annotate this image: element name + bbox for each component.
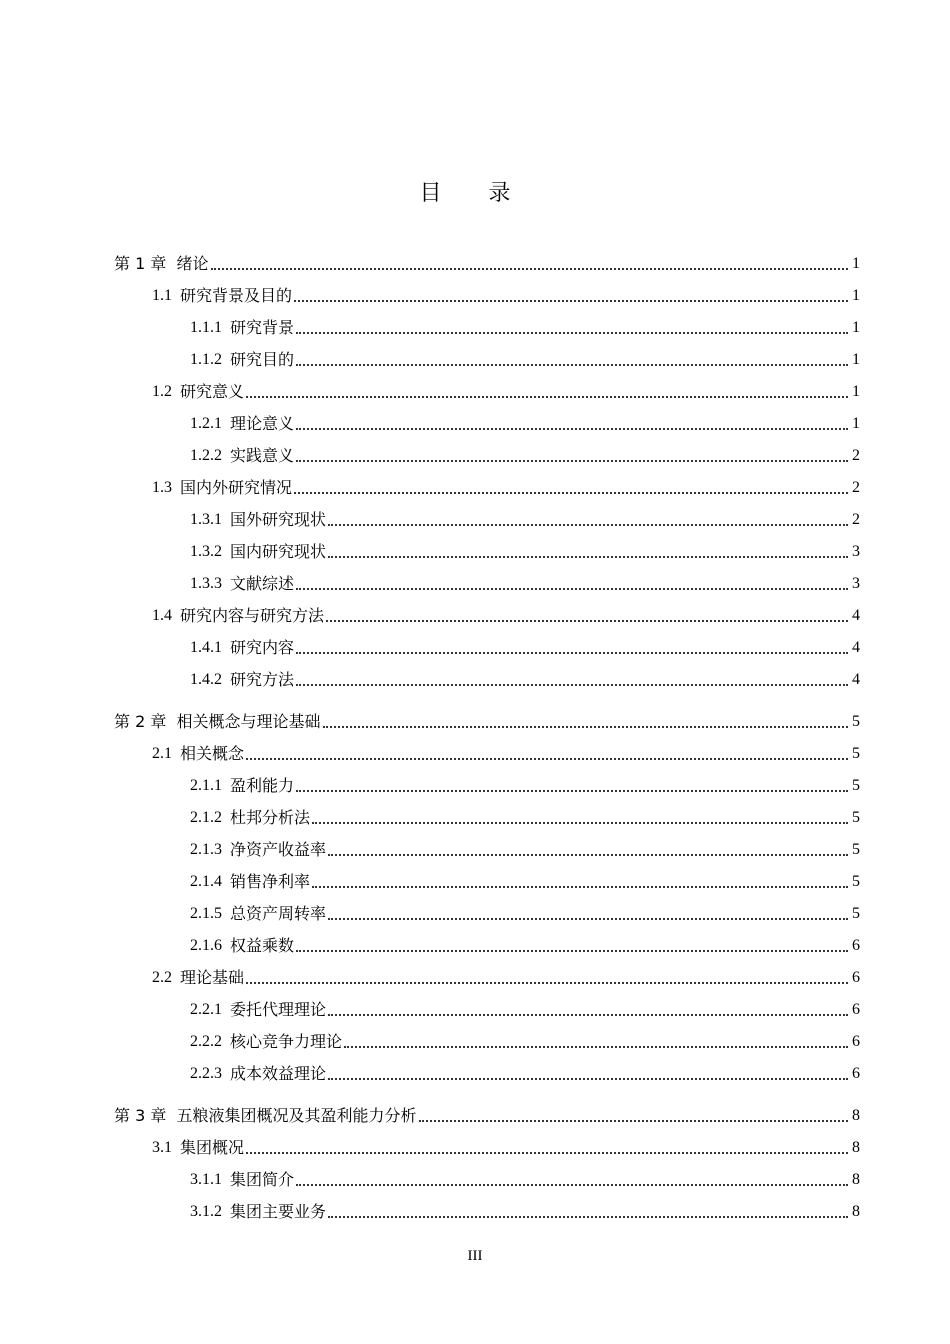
toc-entry-section[interactable] xyxy=(114,371,860,403)
toc-label: 盈利能力 xyxy=(230,776,295,795)
toc-entry-subsection[interactable] xyxy=(114,1159,860,1191)
toc-page-number: 5 xyxy=(852,777,860,794)
toc-page-number: 4 xyxy=(852,671,860,688)
toc-page-number: 1 xyxy=(852,287,860,304)
dot-leader xyxy=(296,428,848,430)
toc-page-number: 2 xyxy=(852,479,860,496)
toc-label: 研究目的 xyxy=(230,350,295,369)
toc-entry-section[interactable] xyxy=(114,957,860,989)
toc-entry-section[interactable] xyxy=(114,467,860,499)
toc-label: 委托代理理论 xyxy=(230,1000,327,1019)
toc-label: 理论意义 xyxy=(230,414,295,433)
toc-page-number: 3 xyxy=(852,543,860,560)
dot-leader xyxy=(294,300,848,302)
toc-number: 2.1 xyxy=(152,745,180,762)
toc-label: 杜邦分析法 xyxy=(230,808,311,827)
toc-label: 国外研究现状 xyxy=(230,510,327,529)
toc-number: 1.3.3 xyxy=(190,575,230,592)
toc-number: 1.1.1 xyxy=(190,319,230,336)
toc-page-number: 8 xyxy=(852,1171,860,1188)
dot-leader xyxy=(296,332,848,334)
toc-entry-section[interactable] xyxy=(114,275,860,307)
toc-label: 文献综述 xyxy=(230,574,295,593)
toc-entry-subsection[interactable] xyxy=(114,893,860,925)
toc-label: 理论基础 xyxy=(180,968,245,987)
toc-number: 2.1.4 xyxy=(190,873,230,890)
toc-page-number: 5 xyxy=(852,809,860,826)
dot-leader xyxy=(294,492,848,494)
toc-label: 研究背景及目的 xyxy=(180,286,293,305)
toc-number: 1.2.2 xyxy=(190,447,230,464)
dot-leader xyxy=(246,1152,848,1154)
toc-label: 相关概念 xyxy=(180,744,245,763)
toc-entry-subsection[interactable] xyxy=(114,435,860,467)
toc-entry-section[interactable] xyxy=(114,733,860,765)
toc-number: 第 1 章 xyxy=(114,254,177,273)
dot-leader xyxy=(246,982,848,984)
toc-number: 2.1.5 xyxy=(190,905,230,922)
dot-leader xyxy=(211,268,848,270)
toc-label: 研究内容与研究方法 xyxy=(180,606,325,625)
toc-entry-subsection[interactable] xyxy=(114,531,860,563)
dot-leader xyxy=(419,1120,848,1122)
toc-label: 研究意义 xyxy=(180,382,245,401)
table-of-contents xyxy=(114,243,860,1223)
toc-label: 国内研究现状 xyxy=(230,542,327,561)
toc-number: 第 3 章 xyxy=(114,1106,177,1125)
dot-leader xyxy=(328,1014,848,1016)
toc-number: 1.4 xyxy=(152,607,180,624)
toc-page-number: 1 xyxy=(852,415,860,432)
toc-label: 权益乘数 xyxy=(230,936,295,955)
dot-leader xyxy=(328,1078,848,1080)
toc-entry-subsection[interactable] xyxy=(114,307,860,339)
dot-leader xyxy=(296,1184,848,1186)
toc-page-number: 6 xyxy=(852,1033,860,1050)
toc-number: 2.1.3 xyxy=(190,841,230,858)
dot-leader xyxy=(296,950,848,952)
dot-leader xyxy=(296,364,848,366)
toc-number: 1.3 xyxy=(152,479,180,496)
toc-page-number: 8 xyxy=(852,1203,860,1220)
toc-label: 研究方法 xyxy=(230,670,295,689)
toc-label: 五粮液集团概况及其盈利能力分析 xyxy=(176,1106,417,1125)
toc-entry-section[interactable] xyxy=(114,1127,860,1159)
toc-page-number: 1 xyxy=(852,383,860,400)
toc-page-number: 5 xyxy=(852,905,860,922)
dot-leader xyxy=(296,684,848,686)
toc-label: 绪论 xyxy=(176,254,209,273)
toc-label: 核心竞争力理论 xyxy=(230,1032,343,1051)
toc-number: 2.2.2 xyxy=(190,1033,230,1050)
dot-leader xyxy=(328,524,848,526)
toc-page-number: 5 xyxy=(852,873,860,890)
toc-number: 3.1.2 xyxy=(190,1203,230,1220)
toc-entry-subsection[interactable] xyxy=(114,403,860,435)
toc-number: 1.4.2 xyxy=(190,671,230,688)
toc-label: 集团简介 xyxy=(230,1170,295,1189)
toc-number: 2.2 xyxy=(152,969,180,986)
toc-entry-subsection[interactable] xyxy=(114,563,860,595)
toc-page-number: 8 xyxy=(852,1107,860,1124)
toc-page-number: 2 xyxy=(852,447,860,464)
toc-page-number: 1 xyxy=(852,351,860,368)
dot-leader xyxy=(328,1216,848,1218)
toc-number: 1.1 xyxy=(152,287,180,304)
dot-leader xyxy=(246,396,848,398)
toc-page-number: 6 xyxy=(852,937,860,954)
toc-entry-subsection[interactable] xyxy=(114,765,860,797)
dot-leader xyxy=(323,726,848,728)
toc-number: 1.4.1 xyxy=(190,639,230,656)
toc-entry-subsection[interactable] xyxy=(114,659,860,691)
toc-label: 研究背景 xyxy=(230,318,295,337)
toc-page-number: 6 xyxy=(852,969,860,986)
dot-leader xyxy=(312,886,848,888)
toc-label: 实践意义 xyxy=(230,446,295,465)
toc-label: 总资产周转率 xyxy=(230,904,327,923)
toc-label: 集团概况 xyxy=(180,1138,245,1157)
toc-number: 2.1.2 xyxy=(190,809,230,826)
toc-page-number: 5 xyxy=(852,745,860,762)
toc-number: 2.1.1 xyxy=(190,777,230,794)
toc-page-number: 1 xyxy=(852,319,860,336)
toc-number: 1.1.2 xyxy=(190,351,230,368)
toc-page-number: 6 xyxy=(852,1001,860,1018)
toc-entry-subsection[interactable] xyxy=(114,627,860,659)
toc-number: 3.1 xyxy=(152,1139,180,1156)
toc-label: 销售净利率 xyxy=(230,872,311,891)
toc-entry-chapter-3[interactable] xyxy=(114,1095,860,1127)
dot-leader xyxy=(326,620,848,622)
dot-leader xyxy=(296,652,848,654)
toc-number: 1.2 xyxy=(152,383,180,400)
toc-number: 2.1.6 xyxy=(190,937,230,954)
toc-number: 1.2.1 xyxy=(190,415,230,432)
page-title: 目 录 xyxy=(419,181,531,206)
toc-label: 成本效益理论 xyxy=(230,1064,327,1083)
toc-label: 国内外研究情况 xyxy=(180,478,293,497)
toc-page-number: 5 xyxy=(852,841,860,858)
toc-number: 3.1.1 xyxy=(190,1171,230,1188)
dot-leader xyxy=(296,460,848,462)
toc-entry-subsection[interactable] xyxy=(114,499,860,531)
dot-leader xyxy=(328,854,848,856)
dot-leader xyxy=(296,588,848,590)
toc-number: 2.2.3 xyxy=(190,1065,230,1082)
footer-page-number: III xyxy=(467,1248,483,1264)
toc-number: 1.3.2 xyxy=(190,543,230,560)
toc-page-number: 2 xyxy=(852,511,860,528)
toc-number: 2.2.1 xyxy=(190,1001,230,1018)
toc-page-number: 4 xyxy=(852,607,860,624)
toc-number: 第 2 章 xyxy=(114,712,177,731)
dot-leader xyxy=(312,822,848,824)
toc-page-number: 5 xyxy=(852,713,860,730)
toc-page-number: 6 xyxy=(852,1065,860,1082)
toc-label: 相关概念与理论基础 xyxy=(176,712,321,731)
dot-leader xyxy=(246,758,848,760)
toc-page-number: 4 xyxy=(852,639,860,656)
toc-entry-subsection[interactable] xyxy=(114,1053,860,1085)
toc-entry-subsection[interactable] xyxy=(114,1021,860,1053)
toc-entry-subsection[interactable] xyxy=(114,1191,860,1223)
toc-entry-chapter-1[interactable] xyxy=(114,243,860,275)
toc-entry-subsection[interactable] xyxy=(114,989,860,1021)
toc-label: 集团主要业务 xyxy=(230,1202,327,1221)
toc-page-number: 1 xyxy=(852,255,860,272)
toc-entry-section[interactable] xyxy=(114,595,860,627)
toc-entry-subsection[interactable] xyxy=(114,925,860,957)
toc-label: 净资产收益率 xyxy=(230,840,327,859)
dot-leader xyxy=(328,918,848,920)
dot-leader xyxy=(344,1046,848,1048)
dot-leader xyxy=(296,790,848,792)
toc-entry-subsection[interactable] xyxy=(114,861,860,893)
dot-leader xyxy=(328,556,848,558)
toc-entry-subsection[interactable] xyxy=(114,339,860,371)
toc-page-number: 3 xyxy=(852,575,860,592)
toc-entry-chapter-2[interactable] xyxy=(114,701,860,733)
toc-entry-subsection[interactable] xyxy=(114,797,860,829)
toc-label: 研究内容 xyxy=(230,638,295,657)
toc-number: 1.3.1 xyxy=(190,511,230,528)
toc-entry-subsection[interactable] xyxy=(114,829,860,861)
toc-page-number: 8 xyxy=(852,1139,860,1156)
